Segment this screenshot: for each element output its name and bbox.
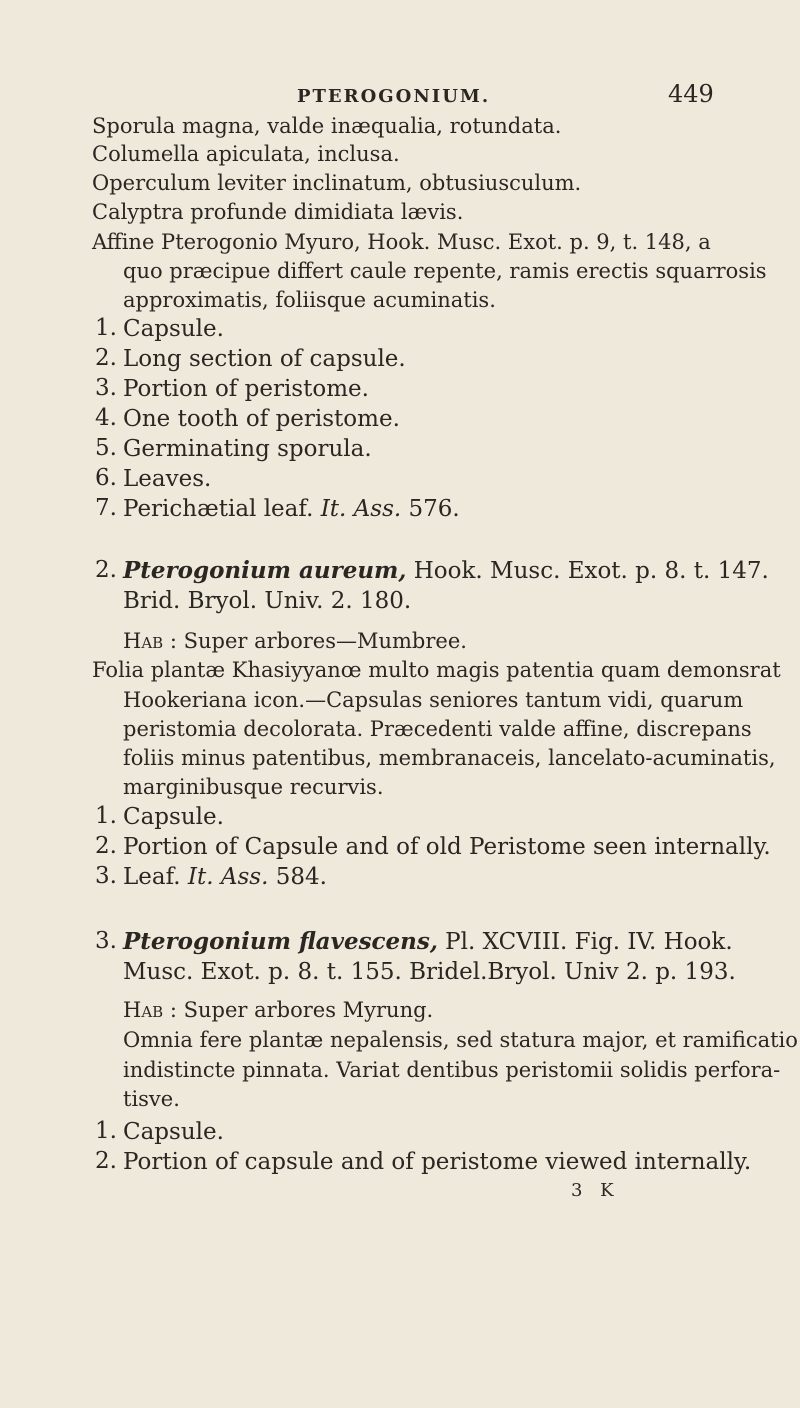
figure-caption: Leaves. xyxy=(123,466,212,492)
text-line: Brid. Bryol. Univ. 2. 180. xyxy=(123,588,412,614)
figure-caption: Portion of capsule and of peristome viewed internally. xyxy=(123,1149,752,1175)
figure-number: 2. xyxy=(95,345,117,371)
figure-caption: Capsule. xyxy=(123,1119,224,1145)
running-header-title: PTEROGONIUM. xyxy=(297,86,491,107)
text-line: Columella apiculata, inclusa. xyxy=(92,142,400,166)
figure-caption: Perichætial leaf. It. Ass. 576. xyxy=(123,496,460,522)
text-line: tisve. xyxy=(123,1087,180,1111)
figure-caption: One tooth of peristome. xyxy=(123,406,400,432)
text-line: foliis minus patentibus, membranaceis, lancelato-acuminatis, xyxy=(123,746,776,770)
figure-number: 3. xyxy=(95,863,117,889)
figure-caption: Leaf. It. Ass. 584. xyxy=(123,864,327,890)
text-line: Sporula magna, valde inæqualia, rotundata. xyxy=(92,114,562,138)
figure-caption: Portion of peristome. xyxy=(123,376,369,402)
species-name: Pterogonium aureum, xyxy=(123,557,407,584)
figure-number: 7. xyxy=(95,495,117,521)
figure-caption: Capsule. xyxy=(123,804,224,830)
figure-number: 5. xyxy=(95,435,117,461)
text-line: Operculum leviter inclinatum, obtusiusculum. xyxy=(92,171,582,195)
figure-number: 3. xyxy=(95,375,117,401)
figure-number: 2. xyxy=(95,833,117,859)
figure-number: 1. xyxy=(95,803,117,829)
text-line: peristomia decolorata. Præcedenti valde affine, discrepans xyxy=(123,717,752,741)
text-line: approximatis, foliisque acuminatis. xyxy=(123,288,496,312)
figure-number: 2. xyxy=(95,1148,117,1174)
figure-number: 1. xyxy=(95,1118,117,1144)
habitat-line: Hab : Super arbores—Mumbree. xyxy=(123,629,467,653)
figure-number: 1. xyxy=(95,315,117,341)
species-number: 3. xyxy=(95,928,117,954)
figure-caption: Portion of Capsule and of old Peristome seen internally. xyxy=(123,834,771,860)
species-number: 2. xyxy=(95,557,117,583)
figure-caption: Capsule. xyxy=(123,316,224,342)
species-name: Pterogonium flavescens, xyxy=(123,928,438,955)
figure-number: 6. xyxy=(95,465,117,491)
species-heading: Pterogonium aureum, Hook. Musc. Exot. p. 8. t. 147. xyxy=(123,557,769,584)
habitat-line: Hab : Super arbores Myrung. xyxy=(123,998,434,1022)
text-line: Folia plantæ Khasiyyanœ multo magis patentia quam demonsrat xyxy=(92,658,781,682)
text-line: quo præcipue differt caule repente, ramis erectis squarrosis xyxy=(123,259,767,283)
figure-number: 4. xyxy=(95,405,117,431)
figure-caption: Germinating sporula. xyxy=(123,436,372,462)
text-line: Hookeriana icon.—Capsulas seniores tantum vidi, quarum xyxy=(123,688,744,712)
signature-mark: 3 K xyxy=(571,1180,620,1201)
text-line: Omnia fere plantæ nepalensis, sed statura major, et ramificatio xyxy=(123,1028,798,1052)
text-line: Calyptra profunde dimidiata lævis. xyxy=(92,200,464,224)
text-line: Musc. Exot. p. 8. t. 155. Bridel.Bryol. Univ 2. p. 193. xyxy=(123,959,736,985)
italic-ref: It. Ass. xyxy=(320,496,402,522)
text-line: Affine Pterogonio Myuro, Hook. Musc. Exot. p. 9, t. 148, a xyxy=(92,230,711,254)
italic-ref: It. Ass. xyxy=(187,864,269,890)
text-line: marginibusque recurvis. xyxy=(123,775,384,799)
figure-caption: Long section of capsule. xyxy=(123,346,406,372)
species-heading: Pterogonium flavescens, Pl. XCVIII. Fig. IV. Hook. xyxy=(123,928,733,955)
text-line: indistincte pinnata. Variat dentibus peristomii solidis perfora- xyxy=(123,1058,781,1082)
page-number: 449 xyxy=(668,80,714,108)
